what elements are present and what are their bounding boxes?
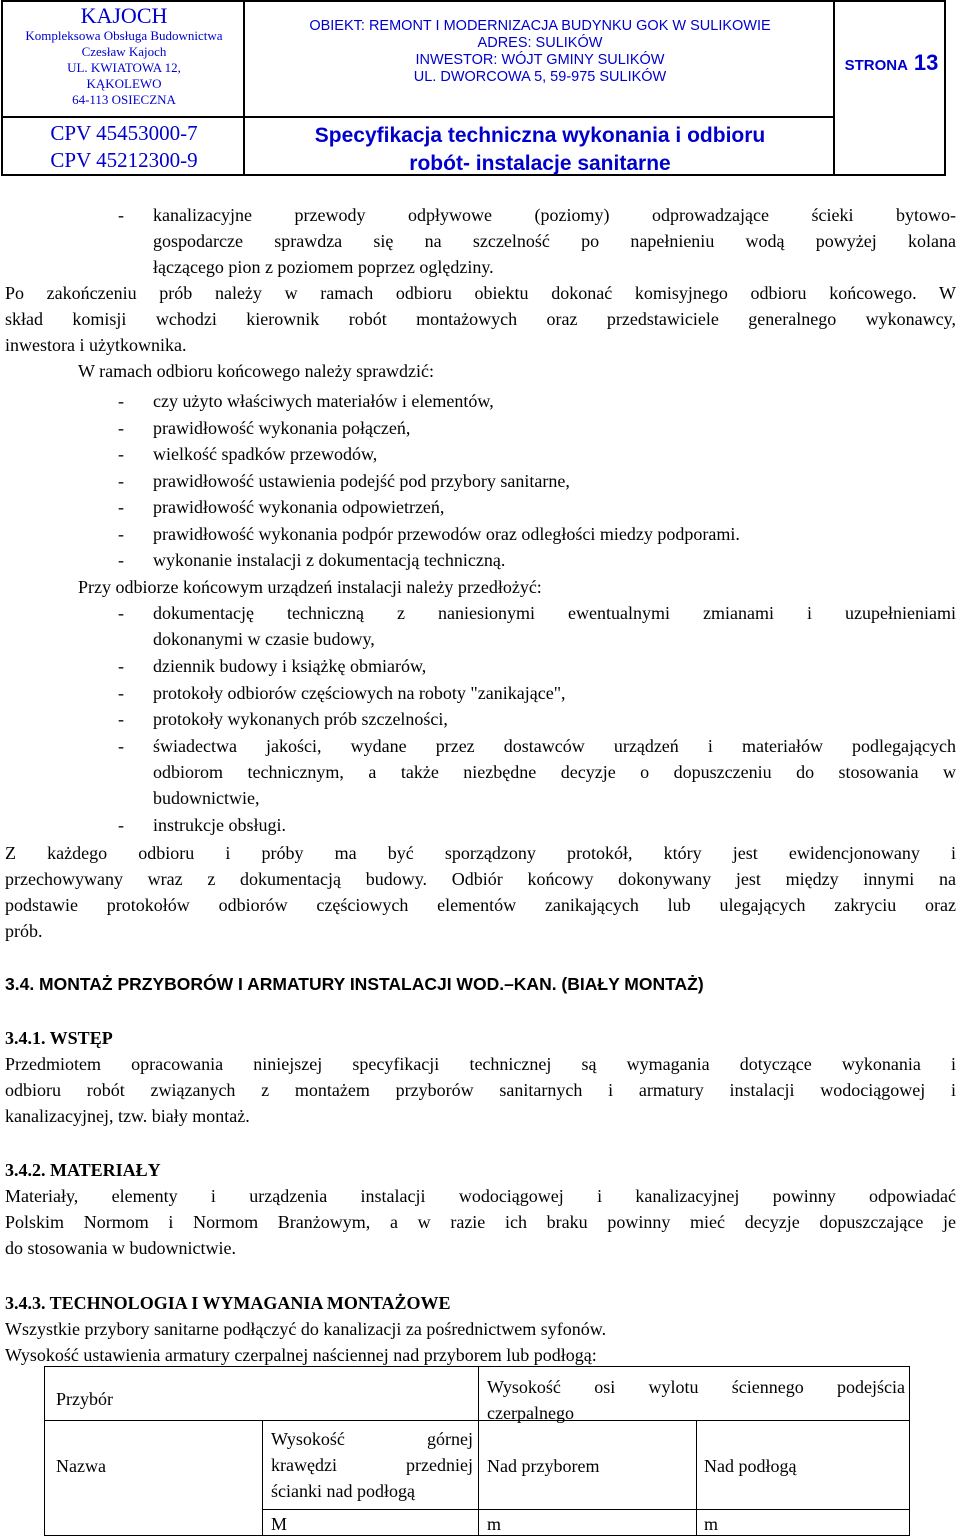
list-item: wielkość spadków przewodów,	[153, 444, 378, 464]
investor-line: INWESTOR: WÓJT GMINY SULIKÓW	[415, 52, 665, 68]
header-divider	[3, 116, 833, 118]
paragraph-line: Z każdego odbioru i próby ma być sporządzony protokół, który jest ewidencjonowany i	[5, 843, 956, 863]
list-item: dokonanymi w czasie budowy,	[153, 629, 375, 649]
paragraph-line: do stosowania w budownictwie.	[5, 1238, 236, 1258]
list-dash: -	[118, 418, 124, 438]
table-cell: Przybór	[56, 1389, 113, 1409]
paragraph-line: prób.	[5, 921, 43, 941]
table-cell: Nad przyborem	[487, 1456, 600, 1476]
table-grid-line	[478, 1367, 479, 1536]
list-dash: -	[118, 550, 124, 570]
list-dash: -	[118, 497, 124, 517]
company-block	[3, 4, 245, 108]
table-cell-line: Wysokość osi wylotu ściennego podejścia	[487, 1377, 905, 1397]
company-name: KAJOCH	[80, 3, 168, 28]
list-item: prawidłowość wykonania podpór przewodów oraz odległości miedzy podporami.	[153, 524, 740, 544]
list-item: instrukcje obsługi.	[153, 815, 286, 835]
spec-title-line: Specyfikacja techniczna wykonania i odbioru	[314, 124, 766, 147]
cpv-code: CPV 45212300-9	[50, 148, 198, 172]
paragraph-line: podstawie protokołów odbiorów częściowych elementów zanikających lub ulegających zakryciu oraz	[5, 895, 956, 915]
table-cell: Nazwa	[56, 1456, 106, 1476]
table-cell	[271, 1426, 473, 1504]
list-dash: -	[118, 205, 124, 225]
paragraph-line: Materiały, elementy i urządzenia instalacji wodociągowej i kanalizacyjnej powinny odpowiadać	[5, 1186, 956, 1206]
paragraph-line: odbioru robót związanych z montażem przyborów sanitarnych i armatury instalacji wodociągowej i	[5, 1080, 956, 1100]
list-dash: -	[118, 656, 124, 676]
paragraph-line: kanalizacyjnej, tzw. biały montaż.	[5, 1106, 250, 1126]
company-locality: KĄKOLEWO	[86, 76, 162, 91]
company-postal: 64-113 OSIECZNA	[72, 92, 176, 107]
address-line: ADRES: SULIKÓW	[477, 35, 603, 51]
table-cell-line: czerpalnego	[487, 1403, 574, 1423]
page-label: STRONA	[844, 57, 908, 74]
page-number-block	[835, 50, 948, 76]
list-dash: -	[118, 736, 124, 756]
list-item: odbiorom technicznym, a także niezbędne decyzje o dopuszczeniu do stosowania w	[153, 762, 956, 782]
table-cell	[487, 1374, 905, 1426]
table-cell-line: krawędzi przedniej	[271, 1455, 473, 1475]
list-dash: -	[118, 603, 124, 623]
page-number: 13	[913, 50, 939, 75]
section-heading: 3.4. MONTAŻ PRZYBORÓW I ARMATURY INSTALACJI WOD.–KAN. (BIAŁY MONTAŻ)	[5, 974, 704, 994]
table-cell: M	[271, 1514, 288, 1534]
section-heading: 3.4.1. WSTĘP	[5, 1028, 113, 1048]
spec-title-line: robót- instalacje sanitarne	[409, 152, 671, 175]
list-item: świadectwa jakości, wydane przez dostawców urządzeń i materiałów podlegających	[153, 736, 956, 756]
paragraph-line: W ramach odbioru końcowego należy sprawdzić:	[78, 361, 435, 381]
table-cell: m	[487, 1514, 502, 1534]
list-dash: -	[118, 709, 124, 729]
table-cell: Nad podłogą	[704, 1456, 797, 1476]
company-owner: Czesław Kajoch	[81, 44, 167, 59]
section-heading: 3.4.3. TECHNOLOGIA I WYMAGANIA MONTAŻOWE	[5, 1293, 451, 1313]
table-cell-line: ścianki nad podłogą	[271, 1481, 415, 1501]
table-cell-line: Wysokość górnej	[271, 1429, 473, 1449]
list-dash: -	[118, 444, 124, 464]
cpv-code: CPV 45453000-7	[50, 121, 198, 145]
list-item: czy użyto właściwych materiałów i elementów,	[153, 391, 494, 411]
object-line: OBIEKT: REMONT I MODERNIZACJA BUDYNKU GOK W SULIKOWIE	[309, 18, 771, 34]
table-cell: m	[704, 1514, 719, 1534]
section-heading: 3.4.2. MATERIAŁY	[5, 1160, 161, 1180]
paragraph-line: łączącego pion z poziomem poprzez oględziny.	[153, 257, 494, 277]
list-item: budownictwie,	[153, 788, 260, 808]
document-header	[1, 0, 946, 176]
paragraph-line: Wysokość ustawienia armatury czerpalnej naściennej nad przyborem lub podłogą:	[5, 1345, 597, 1365]
table-grid-line	[696, 1420, 697, 1536]
paragraph-line: Wszystkie przybory sanitarne podłączyć do kanalizacji za pośrednictwem syfonów.	[5, 1319, 607, 1339]
list-dash: -	[118, 471, 124, 491]
list-dash: -	[118, 683, 124, 703]
paragraph-line: Przy odbiorze końcowym urządzeń instalacji należy przedłożyć:	[78, 577, 542, 597]
investor-address: UL. DWORCOWA 5, 59-975 SULIKÓW	[413, 69, 667, 85]
paragraph-line: Polskim Normom i Normom Branżowym, a w razie ich braku powinny mieć decyzje dopuszczające je	[5, 1212, 956, 1232]
list-dash: -	[118, 815, 124, 835]
list-item: prawidłowość wykonania odpowietrzeń,	[153, 497, 445, 517]
company-tagline: Kompleksowa Obsługa Budownictwa	[25, 28, 223, 43]
object-info	[245, 18, 835, 86]
paragraph-line: kanalizacyjne przewody odpływowe (poziomy) odprowadzające ścieki bytowo-	[153, 205, 956, 225]
list-item: protokoły wykonanych prób szczelności,	[153, 709, 448, 729]
paragraph-line: Przedmiotem opracowania niniejszej specyfikacji technicznej są wymagania dotyczące wykonania i	[5, 1054, 956, 1074]
company-street: UL. KWIATOWA 12,	[67, 60, 181, 75]
list-item: wykonanie instalacji z dokumentacją techniczną.	[153, 550, 506, 570]
list-item: dziennik budowy i książkę obmiarów,	[153, 656, 427, 676]
paragraph-line: przechowywany wraz z dokumentacją budowy. Odbiór końcowy dokonywany jest między innymi na	[5, 869, 956, 889]
paragraph-line: Po zakończeniu prób należy w ramach odbioru obiektu dokonać komisyjnego odbioru końcowego. W	[5, 283, 956, 303]
paragraph-line: inwestora i użytkownika.	[5, 335, 187, 355]
paragraph-line: gospodarcze sprawdza się na szczelność po napełnieniu wodą powyżej kolana	[153, 231, 956, 251]
list-item: prawidłowość ustawienia podejść pod przybory sanitarne,	[153, 471, 570, 491]
list-item: dokumentację techniczną z naniesionymi ewentualnymi zmianami i uzupełnieniami	[153, 603, 956, 623]
table-grid-line	[262, 1420, 263, 1536]
list-dash: -	[118, 391, 124, 411]
paragraph-line: skład komisji wchodzi kierownik robót montażowych oraz przedstawiciele generalnego wykonawcy,	[5, 309, 956, 329]
fixture-height-table	[44, 1366, 910, 1536]
list-item: protokoły odbiorów częściowych na roboty "zanikające",	[153, 683, 566, 703]
table-grid-line	[262, 1509, 909, 1510]
spec-title	[245, 122, 835, 178]
list-dash: -	[118, 524, 124, 544]
list-item: prawidłowość wykonania połączeń,	[153, 418, 411, 438]
